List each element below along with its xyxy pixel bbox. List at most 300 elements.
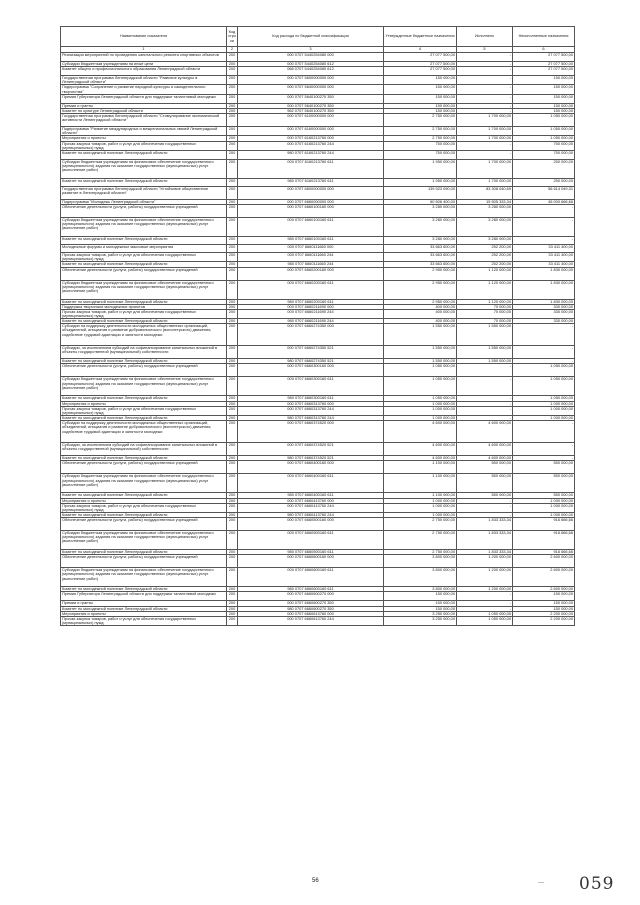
row-approved: 1 550 000,00 bbox=[384, 359, 457, 364]
row-approved: 3 800 000,00 bbox=[384, 568, 457, 587]
row-unexecuted: 1 050 000,00 bbox=[513, 114, 575, 127]
row-name: Премии и гранты bbox=[61, 601, 227, 606]
row-executed: - bbox=[457, 503, 513, 512]
row-executed: 1 120 000,00 bbox=[457, 280, 513, 299]
row-approved: 1 050 000,00 bbox=[384, 364, 457, 377]
row-budget-code: 980 0707 6660111660 244 bbox=[238, 262, 384, 267]
page-stamp: 059 bbox=[579, 874, 615, 894]
row-unexecuted: 150 000,00 bbox=[513, 85, 575, 94]
row-name: Комитет по молодежной политике Ленинградской области bbox=[61, 299, 227, 304]
row-name: Подпрограмма "Сохранение и развитие народной культуры и самодеятельного творчества" bbox=[61, 85, 227, 94]
row-name: Прочая закупка товаров, работ и услуг для обеспечения государственных (муниципальных) нужд bbox=[61, 141, 227, 150]
row-executed: 1 700 000,00 bbox=[457, 136, 513, 141]
row-approved: 750 000,00 bbox=[384, 150, 457, 159]
row-executed: - bbox=[457, 396, 513, 401]
row-name: Комитет по молодежной политике Ленинградской области bbox=[61, 237, 227, 245]
row-line-code: 200 bbox=[227, 150, 238, 159]
row-executed: 252 200,00 bbox=[457, 253, 513, 262]
row-executed: 550 000,00 bbox=[457, 461, 513, 474]
row-approved: 2 750 000,00 bbox=[384, 136, 457, 141]
row-budget-code: 000 0707 5600000000 000 bbox=[238, 76, 384, 85]
row-unexecuted: - bbox=[513, 237, 575, 245]
page-number: 56 bbox=[312, 878, 319, 884]
row-unexecuted: 150 000,00 bbox=[513, 606, 575, 611]
row-line-code: 200 bbox=[227, 103, 238, 108]
row-line-code: 200 bbox=[227, 141, 238, 150]
row-unexecuted: 56 614 049,31 bbox=[513, 186, 575, 199]
header-line-code: Код стро ки bbox=[227, 27, 238, 47]
row-line-code: 200 bbox=[227, 53, 238, 62]
row-executed: - bbox=[457, 592, 513, 601]
row-unexecuted: 33 411 400,00 bbox=[513, 262, 575, 267]
column-number: 6 bbox=[513, 47, 575, 53]
table-row bbox=[61, 555, 575, 568]
row-line-code: 200 bbox=[227, 85, 238, 94]
row-budget-code: 000 0707 6660300160 611 bbox=[238, 377, 384, 396]
row-budget-code: 000 0707 6660200160 000 bbox=[238, 267, 384, 280]
row-line-code: 200 bbox=[227, 253, 238, 262]
row-budget-code: 000 0707 6160213760 611 bbox=[238, 159, 384, 178]
row-unexecuted: 1 830 000,00 bbox=[513, 280, 575, 299]
row-executed: - bbox=[457, 416, 513, 421]
row-name: Обеспечение деятельности (услуги, работы) государственных учреждений bbox=[61, 555, 227, 568]
row-line-code: 200 bbox=[227, 531, 238, 550]
row-approved: 1 550 000,00 bbox=[384, 346, 457, 359]
row-budget-code: 000 0707 5640100270 350 bbox=[238, 94, 384, 103]
row-name: Субсидии на поддержку деятельности молодежных общественных организаций, объединений, инициатив и развитие добровольческого (волонтерского) движения, содействие трудовой адаптации и занятости молодежи bbox=[61, 421, 227, 443]
row-name: Субсидии бюджетным учреждениям на финансовое обеспечение государственного (муниципального) задания на оказание государственных (муниципальных) услуг (выполнение работ) bbox=[61, 568, 227, 587]
row-approved: 3 280 000,00 bbox=[384, 237, 457, 245]
row-unexecuted: 2 200 000,00 bbox=[513, 611, 575, 616]
table-row bbox=[61, 94, 575, 103]
row-unexecuted: 150 000,00 bbox=[513, 76, 575, 85]
row-budget-code: 000 0707 6660374520 000 bbox=[238, 421, 384, 443]
row-executed: - bbox=[457, 85, 513, 94]
table-header bbox=[61, 27, 575, 53]
column-number: 1 bbox=[61, 47, 227, 53]
table-row bbox=[61, 319, 575, 324]
row-line-code: 200 bbox=[227, 304, 238, 309]
row-budget-code: 980 0707 6660300160 611 bbox=[238, 396, 384, 401]
table-row bbox=[61, 550, 575, 555]
table-row bbox=[61, 85, 575, 94]
row-name: Субсидии, за исключением субсидий на софинансирование капитальных вложений в объекты государственной (муниципальной) собственности bbox=[61, 346, 227, 359]
row-name: Комитет по молодежной политике Ленинградской области bbox=[61, 606, 227, 611]
row-approved: 1 050 000,00 bbox=[384, 396, 457, 401]
row-name: Комитет по молодежной политике Ленинградской области bbox=[61, 550, 227, 555]
row-approved: 150 000,00 bbox=[384, 85, 457, 94]
header-name: Наименование показателя bbox=[61, 27, 227, 47]
row-unexecuted: 27 077 500,00 bbox=[513, 62, 575, 67]
row-line-code: 200 bbox=[227, 136, 238, 141]
row-unexecuted: - bbox=[513, 218, 575, 237]
table-row bbox=[61, 592, 575, 601]
table-row bbox=[61, 299, 575, 304]
row-line-code: 200 bbox=[227, 62, 238, 67]
row-budget-code: 000 0707 6660274350 521 bbox=[238, 346, 384, 359]
row-budget-code: 980 0707 6160213760 611 bbox=[238, 178, 384, 186]
row-executed: 1 550 000,00 bbox=[457, 324, 513, 346]
row-name: Обеспечение деятельности (услуги, работы) государственных учреждений bbox=[61, 461, 227, 474]
row-executed: - bbox=[457, 150, 513, 159]
row-line-code: 200 bbox=[227, 108, 238, 113]
table-row bbox=[61, 616, 575, 625]
row-approved: 33 663 600,00 bbox=[384, 245, 457, 253]
row-name: Поддержка творческих молодежных проектов bbox=[61, 304, 227, 309]
row-budget-code: 980 0707 6660500160 611 bbox=[238, 550, 384, 555]
row-budget-code: 000 0707 6160213760 000 bbox=[238, 136, 384, 141]
column-number: 3 bbox=[238, 47, 384, 53]
row-line-code: 200 bbox=[227, 159, 238, 178]
row-executed: 3 280 000,00 bbox=[457, 218, 513, 237]
table-row bbox=[61, 237, 575, 245]
row-budget-code: 000 0707 6660274350 000 bbox=[238, 324, 384, 346]
row-budget-code: 000 0707 5640000000 000 bbox=[238, 85, 384, 94]
row-budget-code: 000 0707 6660500160 000 bbox=[238, 518, 384, 531]
row-name: Премия Губернатора Ленинградской области для поддержки талантливой молодежи bbox=[61, 94, 227, 103]
row-budget-code: 000 0707 5440254080 000 bbox=[238, 53, 384, 62]
row-line-code: 200 bbox=[227, 237, 238, 245]
row-approved: 2 750 000,00 bbox=[384, 518, 457, 531]
row-unexecuted: 33 411 400,00 bbox=[513, 253, 575, 262]
row-unexecuted: - bbox=[513, 421, 575, 443]
row-name: Комитет по молодежной политике Ленинградской области bbox=[61, 150, 227, 159]
row-approved: 27 077 500,00 bbox=[384, 53, 457, 62]
row-budget-code: 000 0707 6660413760 244 bbox=[238, 503, 384, 512]
row-budget-code: 000 0707 6660600270 350 bbox=[238, 601, 384, 606]
row-line-code: 200 bbox=[227, 324, 238, 346]
row-name: Субсидии бюджетным учреждениям на финансовое обеспечение государственного (муниципального) задания на оказание государственных (муниципальных) услуг (выполнение работ) bbox=[61, 218, 227, 237]
row-approved: 3 800 000,00 bbox=[384, 555, 457, 568]
row-budget-code: 000 0707 6660600160 000 bbox=[238, 555, 384, 568]
row-unexecuted: 150 000,00 bbox=[513, 108, 575, 113]
row-line-code: 200 bbox=[227, 513, 238, 518]
row-unexecuted: 1 000 000,00 bbox=[513, 498, 575, 503]
row-executed: 1 700 000,00 bbox=[457, 159, 513, 178]
row-budget-code: 000 0707 6660374520 521 bbox=[238, 443, 384, 456]
row-name: Молодежные форумы и молодежные массовые мероприятия bbox=[61, 245, 227, 253]
row-unexecuted: 2 600 000,00 bbox=[513, 587, 575, 592]
row-executed: 1 050 000,00 bbox=[457, 611, 513, 616]
row-name: Комитет по молодежной политике Ленинградской области bbox=[61, 456, 227, 461]
row-line-code: 200 bbox=[227, 377, 238, 396]
row-approved: 150 000,00 bbox=[384, 606, 457, 611]
row-executed: 1 833 333,34 bbox=[457, 518, 513, 531]
row-line-code: 200 bbox=[227, 474, 238, 493]
row-approved: 4 600 000,00 bbox=[384, 421, 457, 443]
row-approved: 1 950 000,00 bbox=[384, 178, 457, 186]
table-row bbox=[61, 178, 575, 186]
table-row bbox=[61, 114, 575, 127]
row-approved: 3 800 000,00 bbox=[384, 587, 457, 592]
row-budget-code: 000 0707 6660313760 244 bbox=[238, 406, 384, 415]
row-executed: 1 700 000,00 bbox=[457, 178, 513, 186]
row-name: Комитет по молодежной политике Ленинградской области bbox=[61, 493, 227, 498]
row-line-code: 200 bbox=[227, 262, 238, 267]
row-name: Прочая закупка товаров, работ и услуг для обеспечения государственных (муниципальных) нужд bbox=[61, 309, 227, 318]
row-approved: 2 750 000,00 bbox=[384, 550, 457, 555]
row-line-code: 200 bbox=[227, 406, 238, 415]
row-executed: - bbox=[457, 377, 513, 396]
row-approved: 2 750 000,00 bbox=[384, 114, 457, 127]
row-line-code: 200 bbox=[227, 299, 238, 304]
row-approved: 4 600 000,00 bbox=[384, 456, 457, 461]
row-unexecuted: 1 000 000,00 bbox=[513, 416, 575, 421]
table-row bbox=[61, 67, 575, 76]
row-budget-code: 000 0707 6600000000 000 bbox=[238, 186, 384, 199]
row-unexecuted: 33 411 400,00 bbox=[513, 245, 575, 253]
row-unexecuted: 1 050 000,00 bbox=[513, 136, 575, 141]
row-budget-code: 000 0707 6660200160 611 bbox=[238, 280, 384, 299]
row-unexecuted: 1 050 000,00 bbox=[513, 377, 575, 396]
row-executed: 1 200 000,00 bbox=[457, 555, 513, 568]
row-executed: - bbox=[457, 513, 513, 518]
row-name: Комитет по молодежной политике Ленинградской области bbox=[61, 587, 227, 592]
row-unexecuted: 1 000 000,00 bbox=[513, 503, 575, 512]
header-budget-code: Код расхода по бюджетной классификации bbox=[238, 27, 384, 47]
row-unexecuted: - bbox=[513, 456, 575, 461]
row-unexecuted: 2 600 000,00 bbox=[513, 555, 575, 568]
row-budget-code: 000 0707 6660100160 000 bbox=[238, 205, 384, 218]
row-line-code: 200 bbox=[227, 616, 238, 625]
row-name: Субсидии бюджетным учреждениям на финансовое обеспечение государственного (муниципального) задания на оказание государственных (муниципальных) услуг (выполнение работ) bbox=[61, 159, 227, 178]
row-line-code: 200 bbox=[227, 503, 238, 512]
row-name: Обеспечение деятельности (услуги, работы) государственных учреждений bbox=[61, 205, 227, 218]
row-line-code: 200 bbox=[227, 364, 238, 377]
row-budget-code: 000 0707 6660100160 611 bbox=[238, 218, 384, 237]
row-unexecuted: 550 000,00 bbox=[513, 493, 575, 498]
row-unexecuted: 2 600 000,00 bbox=[513, 568, 575, 587]
row-unexecuted: 330 000,00 bbox=[513, 304, 575, 309]
row-executed: 550 000,00 bbox=[457, 474, 513, 493]
row-approved: 400 000,00 bbox=[384, 319, 457, 324]
table-row bbox=[61, 199, 575, 204]
row-line-code: 200 bbox=[227, 199, 238, 204]
table-row bbox=[61, 364, 575, 377]
row-line-code: 200 bbox=[227, 456, 238, 461]
row-budget-code: 000 0707 6660300160 000 bbox=[238, 364, 384, 377]
row-name: Комитет общего и профессионального образования Ленинградской области bbox=[61, 67, 227, 76]
row-name: Субсидии бюджетным учреждениям на финансовое обеспечение государственного (муниципального) задания на оказание государственных (муниципальных) услуг (выполнение работ) bbox=[61, 531, 227, 550]
row-executed: 4 600 000,00 bbox=[457, 421, 513, 443]
row-budget-code: 000 0707 6660000000 000 bbox=[238, 199, 384, 204]
row-line-code: 200 bbox=[227, 359, 238, 364]
row-approved: 4 600 000,00 bbox=[384, 443, 457, 456]
row-approved: 2 950 000,00 bbox=[384, 299, 457, 304]
row-executed: 70 000,00 bbox=[457, 319, 513, 324]
row-unexecuted: 916 666,66 bbox=[513, 531, 575, 550]
table-row bbox=[61, 141, 575, 150]
row-approved: 1 100 000,00 bbox=[384, 461, 457, 474]
row-executed: - bbox=[457, 67, 513, 76]
table-row bbox=[61, 518, 575, 531]
row-approved: 3 280 000,00 bbox=[384, 205, 457, 218]
row-unexecuted: 150 000,00 bbox=[513, 601, 575, 606]
table-row bbox=[61, 359, 575, 364]
row-unexecuted: 150 000,00 bbox=[513, 103, 575, 108]
row-unexecuted: 250 000,00 bbox=[513, 178, 575, 186]
row-line-code: 200 bbox=[227, 587, 238, 592]
row-name: Комитет по молодежной политике Ленинградской области bbox=[61, 396, 227, 401]
row-line-code: 200 bbox=[227, 396, 238, 401]
row-name: Государственная программа Ленинградской области "Стимулирование экономической активности Ленинградской области" bbox=[61, 114, 227, 127]
row-approved: 2 750 000,00 bbox=[384, 531, 457, 550]
row-executed: 1 050 000,00 bbox=[457, 616, 513, 625]
row-approved: 750 000,00 bbox=[384, 141, 457, 150]
row-budget-code: 000 0707 6660613760 000 bbox=[238, 611, 384, 616]
row-executed: 1 120 000,00 bbox=[457, 299, 513, 304]
row-unexecuted: - bbox=[513, 346, 575, 359]
row-executed: 1 550 000,00 bbox=[457, 359, 513, 364]
row-name: Субсидии бюджетным учреждениям на финансовое обеспечение государственного (муниципального) задания на оказание государственных (муниципальных) услуг (выполнение работ) bbox=[61, 280, 227, 299]
row-budget-code: 980 0707 6660100160 611 bbox=[238, 237, 384, 245]
row-budget-code: 962 0707 5640100270 350 bbox=[238, 108, 384, 113]
header-approved: Утвержденные бюджетные назначения bbox=[384, 27, 457, 47]
row-unexecuted: 750 000,00 bbox=[513, 141, 575, 150]
row-executed: 550 000,00 bbox=[457, 493, 513, 498]
row-executed: 3 280 000,00 bbox=[457, 205, 513, 218]
table-row bbox=[61, 304, 575, 309]
row-line-code: 200 bbox=[227, 76, 238, 85]
row-budget-code: 068 0707 5440254080 612 bbox=[238, 67, 384, 76]
row-executed: 83 308 040,69 bbox=[457, 186, 513, 199]
row-line-code: 200 bbox=[227, 319, 238, 324]
row-line-code: 200 bbox=[227, 309, 238, 318]
row-executed: - bbox=[457, 53, 513, 62]
row-approved: 1 100 000,00 bbox=[384, 493, 457, 498]
row-executed: 252 200,00 bbox=[457, 245, 513, 253]
row-unexecuted: - bbox=[513, 443, 575, 456]
row-approved: 400 000,00 bbox=[384, 304, 457, 309]
row-executed: - bbox=[457, 94, 513, 103]
row-executed: 4 600 000,00 bbox=[457, 456, 513, 461]
row-executed: 4 600 000,00 bbox=[457, 443, 513, 456]
row-line-code: 200 bbox=[227, 606, 238, 611]
table-row bbox=[61, 474, 575, 493]
table-row bbox=[61, 150, 575, 159]
row-name: Обеспечение деятельности (услуги, работы) государственных учреждений bbox=[61, 267, 227, 280]
row-line-code: 200 bbox=[227, 443, 238, 456]
table-row bbox=[61, 309, 575, 318]
row-approved: 150 000,00 bbox=[384, 601, 457, 606]
row-executed: - bbox=[457, 141, 513, 150]
row-unexecuted: 1 830 000,00 bbox=[513, 299, 575, 304]
table-row bbox=[61, 245, 575, 253]
row-line-code: 200 bbox=[227, 461, 238, 474]
row-budget-code: 000 0707 6660613760 244 bbox=[238, 616, 384, 625]
header-executed: Исполнено bbox=[457, 27, 513, 47]
row-approved: 150 000,00 bbox=[384, 592, 457, 601]
row-unexecuted: 2 200 000,00 bbox=[513, 616, 575, 625]
row-executed: - bbox=[457, 103, 513, 108]
row-name: Субсидии бюджетным учреждениям на финансовое обеспечение государственного (муниципального) задания на оказание государственных (муниципальных) услуг (выполнение работ) bbox=[61, 377, 227, 396]
row-line-code: 200 bbox=[227, 178, 238, 186]
row-budget-code: 980 0707 6660600160 611 bbox=[238, 587, 384, 592]
row-unexecuted: 1 050 000,00 bbox=[513, 396, 575, 401]
row-budget-code: 000 0707 6660600270 000 bbox=[238, 592, 384, 601]
row-line-code: 200 bbox=[227, 518, 238, 531]
row-budget-code: 980 0707 6660313760 244 bbox=[238, 416, 384, 421]
row-name: Прочая закупка товаров, работ и услуг для обеспечения государственных (муниципальных) нужд bbox=[61, 253, 227, 262]
row-unexecuted: 330 000,00 bbox=[513, 319, 575, 324]
row-name: Мероприятия и проекты bbox=[61, 498, 227, 503]
row-name: Мероприятия и проекты bbox=[61, 611, 227, 616]
row-approved: 150 000,00 bbox=[384, 94, 457, 103]
row-executed: - bbox=[457, 401, 513, 406]
table-row bbox=[61, 280, 575, 299]
row-line-code: 200 bbox=[227, 94, 238, 103]
row-budget-code: 000 0707 6100000000 000 bbox=[238, 114, 384, 127]
row-approved: 150 000,00 bbox=[384, 108, 457, 113]
row-line-code: 200 bbox=[227, 245, 238, 253]
table-row bbox=[61, 421, 575, 443]
row-name: Подпрограмма "Молодежь Ленинградской области" bbox=[61, 199, 227, 204]
budget-execution-table bbox=[60, 26, 575, 626]
row-approved: 150 000,00 bbox=[384, 103, 457, 108]
row-executed: 1 550 000,00 bbox=[457, 346, 513, 359]
row-budget-code: 000 0707 6660400160 000 bbox=[238, 461, 384, 474]
row-unexecuted: 550 000,00 bbox=[513, 461, 575, 474]
row-budget-code: 000 0707 5640100270 350 bbox=[238, 103, 384, 108]
row-budget-code: 980 0707 6660274350 521 bbox=[238, 359, 384, 364]
row-approved: 1 050 000,00 bbox=[384, 377, 457, 396]
row-executed: - bbox=[457, 62, 513, 67]
row-line-code: 200 bbox=[227, 550, 238, 555]
table-row bbox=[61, 324, 575, 346]
table-row bbox=[61, 587, 575, 592]
row-budget-code: 980 0707 6660200160 611 bbox=[238, 299, 384, 304]
row-line-code: 200 bbox=[227, 218, 238, 237]
row-line-code: 200 bbox=[227, 114, 238, 127]
row-budget-code: 000 0707 6160000000 000 bbox=[238, 127, 384, 136]
row-line-code: 200 bbox=[227, 267, 238, 280]
row-approved: 1 550 000,00 bbox=[384, 324, 457, 346]
row-approved: 2 750 000,00 bbox=[384, 127, 457, 136]
column-number: 4 bbox=[384, 47, 457, 53]
corner-mark: — bbox=[538, 880, 544, 886]
row-approved: 1 000 000,00 bbox=[384, 513, 457, 518]
table-row bbox=[61, 568, 575, 587]
table-row bbox=[61, 503, 575, 512]
column-number: 5 bbox=[457, 47, 513, 53]
row-budget-code: 000 0707 6660600160 611 bbox=[238, 568, 384, 587]
row-line-code: 200 bbox=[227, 280, 238, 299]
table-body bbox=[61, 53, 575, 626]
row-executed: - bbox=[457, 108, 513, 113]
row-executed: 15 505 333,34 bbox=[457, 199, 513, 204]
row-name: Комитет по молодежной политике Ленинградской области bbox=[61, 416, 227, 421]
row-name: Прочая закупка товаров, работ и услуг для обеспечения государственных (муниципальных) нужд bbox=[61, 503, 227, 512]
row-executed: 70 000,00 bbox=[457, 309, 513, 318]
row-unexecuted: 916 666,66 bbox=[513, 550, 575, 555]
row-unexecuted: 1 000 000,00 bbox=[513, 513, 575, 518]
row-unexecuted: 45 000 666,66 bbox=[513, 199, 575, 204]
row-name: Субсидии, за исключением субсидий на софинансирование капитальных вложений в объекты государственной (муниципальной) собственности bbox=[61, 443, 227, 456]
row-name: Государственная программа Ленинградской области "Развитие культуры в Ленинградской области" bbox=[61, 76, 227, 85]
row-unexecuted: 1 830 000,00 bbox=[513, 267, 575, 280]
row-name: Комитет по молодежной политике Ленинградской области bbox=[61, 319, 227, 324]
table-row bbox=[61, 406, 575, 415]
row-budget-code: 000 0707 6160213760 244 bbox=[238, 141, 384, 150]
row-approved: 1 000 000,00 bbox=[384, 401, 457, 406]
row-line-code: 200 bbox=[227, 498, 238, 503]
row-line-code: 200 bbox=[227, 568, 238, 587]
row-unexecuted: 330 000,00 bbox=[513, 309, 575, 318]
row-approved: 2 950 000,00 bbox=[384, 267, 457, 280]
row-budget-code: 000 0707 6660111660 000 bbox=[238, 245, 384, 253]
row-unexecuted: - bbox=[513, 205, 575, 218]
row-name: Прочая закупка товаров, работ и услуг для обеспечения государственных (муниципальных) нужд bbox=[61, 616, 227, 625]
